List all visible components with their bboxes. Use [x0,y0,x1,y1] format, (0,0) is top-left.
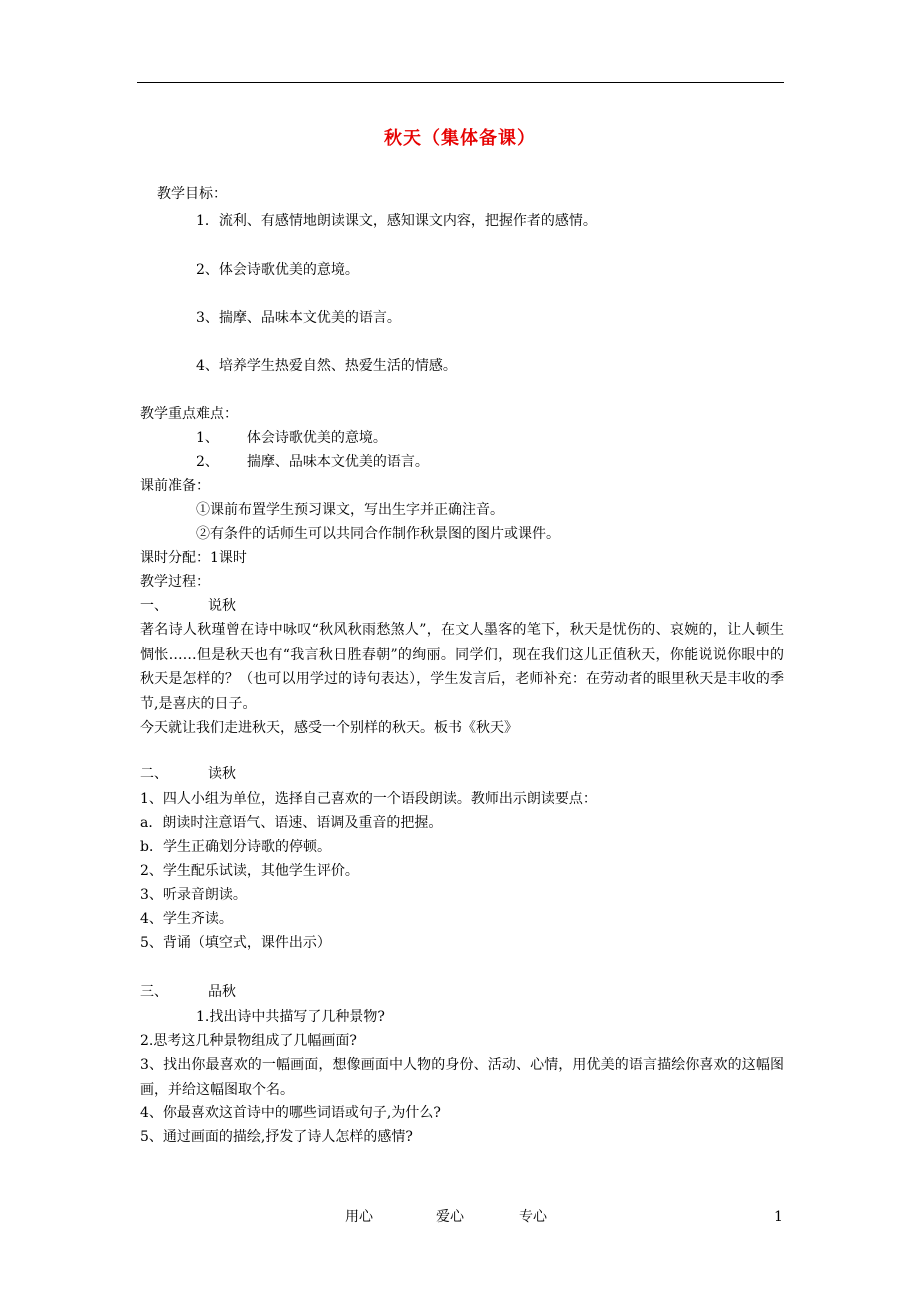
key-point-item [196,452,429,472]
section-paragraph: 今天就让我们走进秋天，感受一个别样的秋天。板书《秋天》 [140,720,518,736]
section-number: 一、 [140,598,168,614]
section-title: 说秋 [208,598,236,614]
process-heading: 教学过程： [140,574,210,590]
list-item: 2、学生配乐试读，其他学生评价。 [140,863,359,879]
prep-item: ②有条件的话师生可以共同合作制作秋景图的图片或课件。 [196,526,560,542]
list-item: b．学生正确划分诗歌的停顿。 [140,839,331,855]
key-point-number: 2、 [196,454,219,470]
key-point-text: 揣摩、品味本文优美的语言。 [246,454,429,470]
key-point-item [196,428,387,448]
page-number: 1 [774,1209,783,1225]
time-allocation: 课时分配：1课时 [140,550,247,566]
key-point-text: 体会诗歌优美的意境。 [246,430,387,446]
list-item: 1.找出诗中共描写了几种景物? [196,1009,385,1025]
list-item: 4、你最喜欢这首诗中的哪些词语或句子,为什么? [140,1105,441,1121]
list-item: 1、四人小组为单位，选择自己喜欢的一个语段朗读。教师出示朗读要点： [140,791,597,807]
goal-item: 2、体会诗歌优美的意境。 [196,262,359,278]
footer-text: 专心 [519,1209,547,1225]
goal-item: 3、揣摩、品味本文优美的语言。 [196,310,401,326]
key-points-heading: 教学重点难点： [140,406,238,422]
list-item: 3、找出你最喜欢的一幅画面，想像画面中人物的身份、活动、心情，用优美的语言描绘你喜欢的这幅图画，并给这幅图取个名。 [140,1057,784,1098]
list-item: a．朗读时注意语气、语速、语调及重音的把握。 [140,815,443,831]
section-number: 三、 [140,984,168,1000]
list-item: 3、听录音朗读。 [140,887,247,903]
goal-item: 4、培养学生热爱自然、热爱生活的情感。 [196,358,457,374]
footer-text: 爱心 [436,1209,464,1225]
section-paragraph: 著名诗人秋瑾曾在诗中咏叹“秋风秋雨愁煞人”，在文人墨客的笔下，秋天是忧伤的、哀婉的，让人顿生惆怅……但是秋天也有“我言秋日胜春朝”的绚丽。同学们，现在我们这儿正值秋天，你能说说你眼中的秋天是怎样的？（也可以用学过的诗句表达），学生发言后，老师补充：在劳动者的眼里秋天是丰收的季节,是喜庆的日子。 [140,622,784,712]
goal-item: 1．流利、有感情地朗读课文，感知课文内容，把握作者的感情。 [196,213,597,229]
key-point-number: 1、 [196,430,219,446]
list-item: 5、通过画面的描绘,抒发了诗人怎样的感情? [140,1129,413,1145]
section-heading [140,596,236,616]
document-title: 秋天（集体备课） [384,128,536,149]
header-rule [137,82,784,83]
list-item: 5、背诵（填空式，课件出示） [140,935,331,951]
prep-heading: 课前准备： [140,478,210,494]
section-title: 品秋 [208,984,236,1000]
prep-item: ①课前布置学生预习课文，写出生字并正确注音。 [196,502,504,518]
section-heading [140,764,236,784]
list-item: 2.思考这几种景物组成了几幅画面? [140,1033,357,1049]
section-heading [140,982,236,1002]
goals-heading: 教学目标： [157,186,227,202]
section-title: 读秋 [208,766,236,782]
section-number: 二、 [140,766,168,782]
list-item: 4、学生齐读。 [140,911,233,927]
footer-text: 用心 [345,1209,373,1225]
